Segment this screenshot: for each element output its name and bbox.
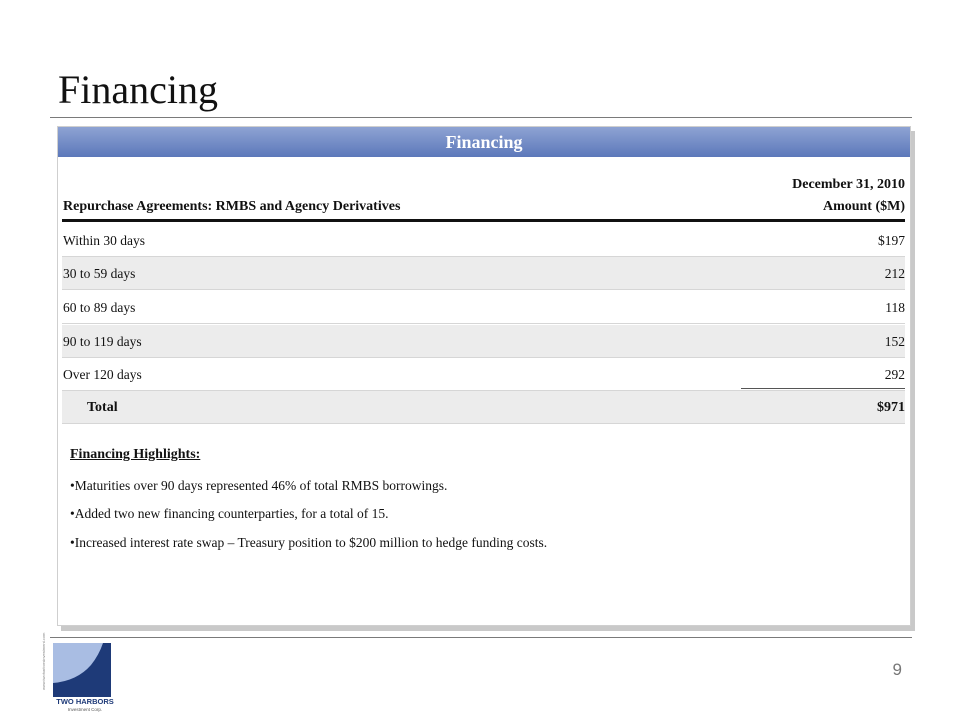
logo-subtitle: Investment Corp. <box>67 707 103 712</box>
highlight-item: •Added two new financing counterparties, for a total of 15. <box>70 506 389 521</box>
row-value: 118 <box>885 300 905 315</box>
column-date-header: December 31, 2010 <box>792 177 905 192</box>
logo-name: TWO HARBORS <box>56 697 114 706</box>
table-row <box>62 358 905 391</box>
highlight-item: •Maturities over 90 days represented 46% of total RMBS borrowings. <box>70 478 448 493</box>
total-row <box>62 391 905 424</box>
financing-highlights <box>70 447 548 550</box>
table-row <box>62 325 905 358</box>
row-value: 292 <box>884 367 905 382</box>
row-label: Over 120 days <box>63 367 142 382</box>
panel-header: Financing <box>58 127 910 157</box>
row-label: 30 to 59 days <box>63 266 136 281</box>
logo-vertical-text: www.twoharborsinvestment.com <box>41 632 46 690</box>
table-row <box>62 224 905 257</box>
table-row <box>62 291 905 324</box>
highlights-title: Financing Highlights: <box>70 447 201 462</box>
total-rule <box>741 388 905 389</box>
column-amount-header: Amount ($M) <box>822 199 905 214</box>
row-label: Within 30 days <box>63 233 145 248</box>
footer-divider <box>50 637 912 638</box>
row-label: 90 to 119 days <box>63 334 142 349</box>
financing-panel <box>57 126 911 626</box>
title-divider <box>50 117 912 118</box>
page-number: 9 <box>892 660 902 679</box>
total-label: Total <box>87 400 118 415</box>
highlight-item: •Increased interest rate swap – Treasury position to $200 million to hedge funding costs. <box>70 535 548 550</box>
row-value: $197 <box>878 233 905 248</box>
header-rule <box>62 219 905 222</box>
slide-title: Financing <box>58 67 218 112</box>
total-value: $971 <box>877 400 905 415</box>
row-label: 60 to 89 days <box>63 300 136 315</box>
row-value: 212 <box>884 266 905 281</box>
table-row <box>62 257 905 290</box>
row-value: 152 <box>884 334 905 349</box>
column-label-header: Repurchase Agreements: RMBS and Agency Derivatives <box>63 199 401 214</box>
